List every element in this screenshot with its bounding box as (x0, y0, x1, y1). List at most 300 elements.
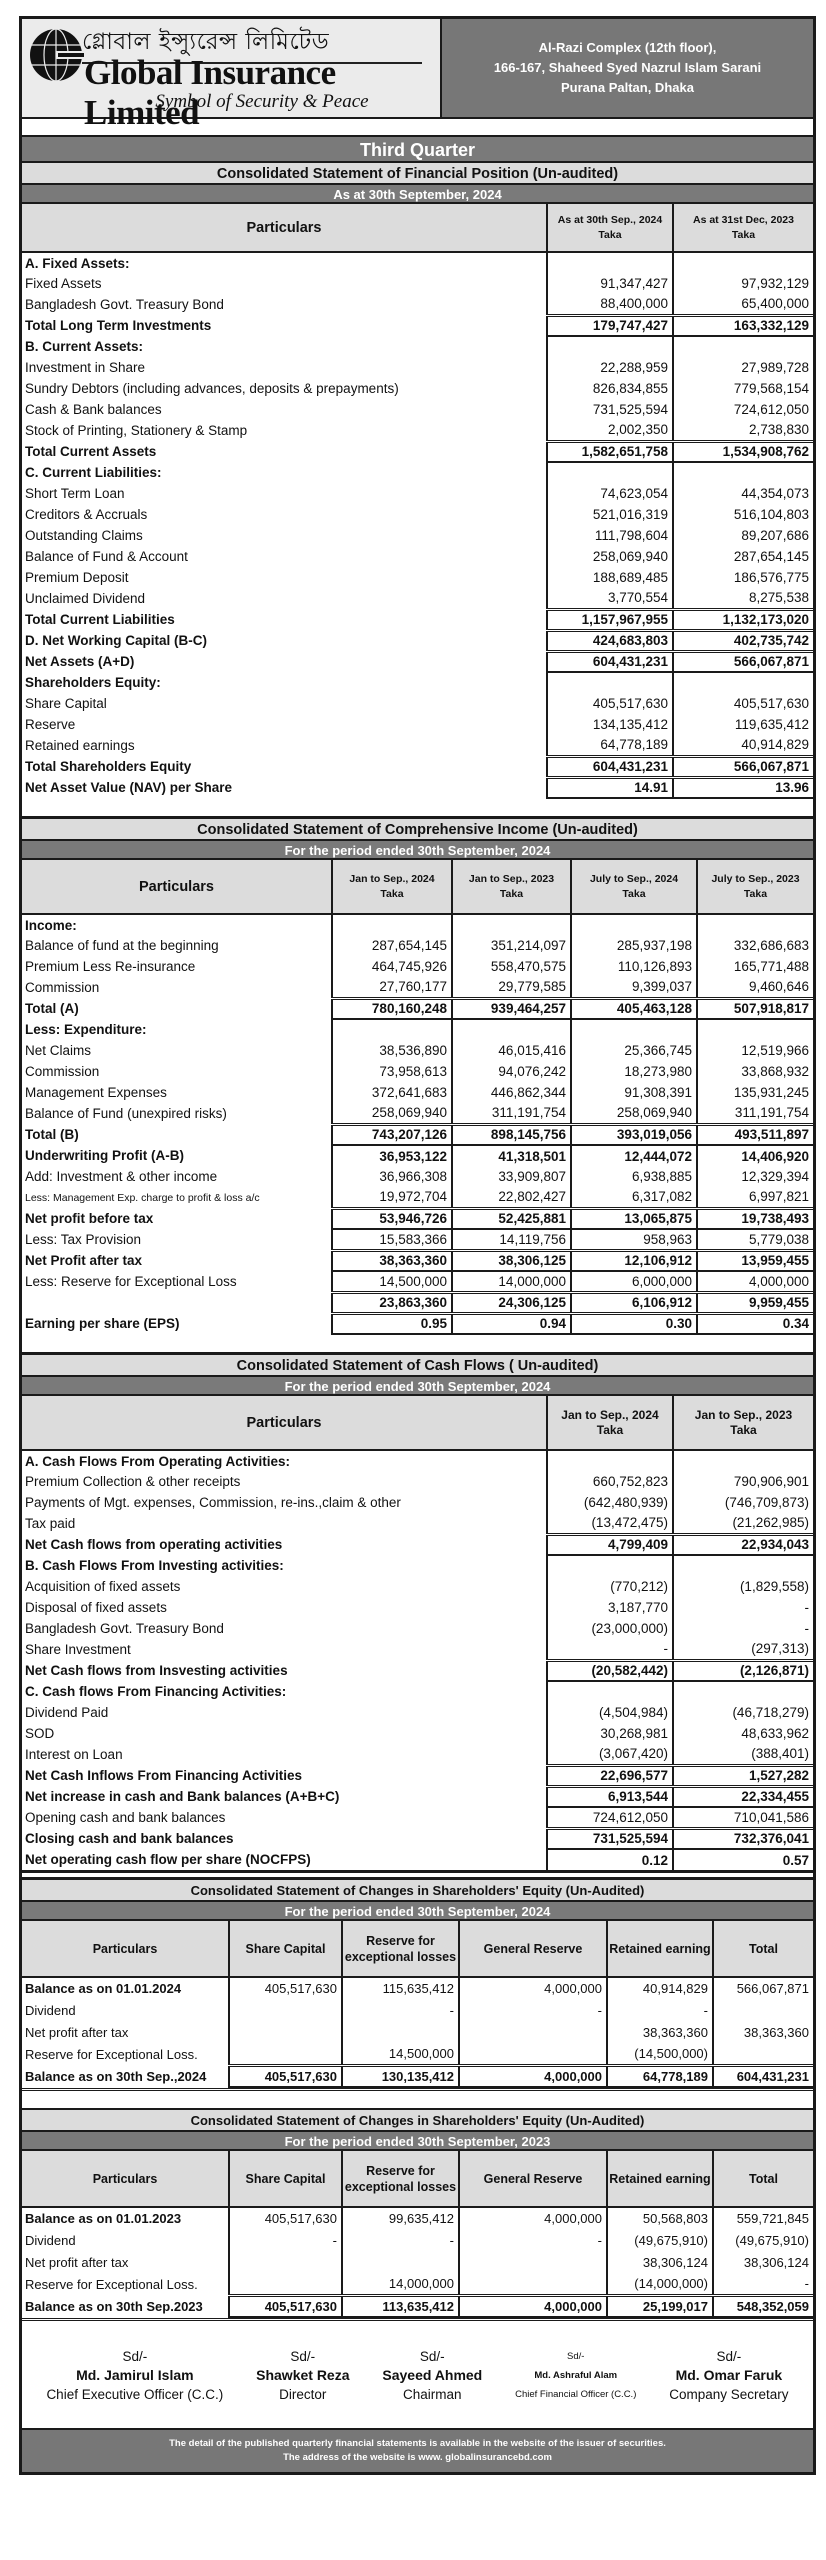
row-value: 724,612,050 (673, 399, 813, 420)
row-value: 4,000,000 (459, 2295, 607, 2317)
row-value (697, 1019, 813, 1040)
table-row (22, 1555, 813, 1576)
row-value: (770,212) (547, 1576, 673, 1597)
income-statement-title: Consolidated Statement of Comprehensive Income (Un-audited) (22, 819, 813, 841)
table-row (22, 1639, 813, 1660)
row-label: Net Claims (25, 1043, 92, 1058)
signatory-sd: Sd/- (290, 2349, 316, 2364)
row-value: 3,770,554 (547, 588, 673, 609)
table-row (22, 1828, 813, 1849)
row-label: Balance as on 30th Sep.,2024 (25, 2068, 207, 2084)
row-label: Dividend (25, 2232, 76, 2248)
row-value (459, 2273, 607, 2295)
row-value: 23,863,360 (332, 1292, 452, 1313)
spacer (22, 2088, 813, 2110)
table-row (22, 935, 813, 956)
financial-position-table (22, 204, 813, 799)
row-value: 521,016,319 (547, 504, 673, 525)
row-value: 4,799,409 (547, 1534, 673, 1555)
row-value: 188,689,485 (547, 567, 673, 588)
row-value: 9,460,646 (697, 977, 813, 998)
column-header: July to Sep., 2024 Taka (571, 860, 697, 914)
row-value: 958,963 (571, 1229, 697, 1250)
row-label: Net profit after tax (25, 2254, 129, 2270)
row-value (547, 1450, 673, 1471)
row-value: 36,966,308 (332, 1166, 452, 1187)
row-value: 732,376,041 (673, 1828, 813, 1849)
row-label: Premium Collection & other receipts (25, 1474, 241, 1489)
table-row (22, 1082, 813, 1103)
row-value: 52,425,881 (452, 1208, 571, 1229)
row-value: 24,306,125 (452, 1292, 571, 1313)
row-value: 12,519,966 (697, 1040, 813, 1061)
signatory-name: Md. Ashraful Alam (534, 2370, 618, 2381)
table-row (22, 273, 813, 294)
row-value: 25,199,017 (607, 2295, 713, 2317)
row-value: 94,076,242 (452, 1061, 571, 1082)
row-value (459, 2043, 607, 2065)
row-value: (4,504,984) (547, 1702, 673, 1723)
row-value: 18,273,980 (571, 1061, 697, 1082)
row-value (452, 1019, 571, 1040)
signatory-name: Sayeed Ahmed (382, 2367, 483, 2383)
column-header: July to Sep., 2023 Taka (697, 860, 813, 914)
table-row (22, 462, 813, 483)
row-label: Creditors & Accruals (25, 507, 148, 522)
row-value: (49,675,910) (713, 2229, 813, 2251)
row-value: 743,207,126 (332, 1124, 452, 1145)
table-row (22, 483, 813, 504)
row-value: 0.34 (697, 1313, 813, 1334)
row-value: (746,709,873) (673, 1492, 813, 1513)
table-row (22, 1313, 813, 1334)
row-value (547, 462, 673, 483)
row-label: Retained earnings (25, 738, 135, 753)
row-value: 2,738,830 (673, 420, 813, 441)
row-label: Tax paid (25, 1516, 76, 1531)
table-row (22, 1061, 813, 1082)
company-header (22, 19, 813, 132)
row-label (22, 1292, 332, 1313)
row-label: Net increase in cash and Bank balances (A+B+C) (25, 1789, 340, 1804)
row-value: 91,308,391 (571, 1082, 697, 1103)
column-header: Total (713, 1921, 813, 1977)
row-value: 46,015,416 (452, 1040, 571, 1061)
row-value: 258,069,940 (571, 1103, 697, 1124)
equity-2024-title: Consolidated Statement of Changes in Shareholders' Equity (Un-Audited) (22, 1880, 813, 1902)
row-value: 14,000,000 (342, 2273, 459, 2295)
signatory (46, 2347, 223, 2404)
row-label: Dividend (25, 2002, 76, 2018)
table-row (22, 735, 813, 756)
table-row (22, 1187, 813, 1208)
row-value (459, 2021, 607, 2043)
row-value: 65,400,000 (673, 294, 813, 315)
row-label: Balance of fund at the beginning (25, 938, 219, 953)
table-row (22, 504, 813, 525)
row-value: 285,937,198 (571, 935, 697, 956)
address-line: Purana Paltan, Dhaka (561, 80, 694, 95)
income-statement-table (22, 860, 813, 1335)
row-value: 6,997,821 (697, 1187, 813, 1208)
table-row (22, 777, 813, 798)
row-value: 165,771,488 (697, 956, 813, 977)
equity-2023-title: Consolidated Statement of Changes in Shareholders' Equity (Un-Audited) (22, 2110, 813, 2132)
row-value: 113,635,412 (342, 2295, 459, 2317)
row-value: (21,262,985) (673, 1513, 813, 1534)
row-value: 402,735,742 (673, 630, 813, 651)
table-row (22, 588, 813, 609)
row-label: Fixed Assets (25, 276, 102, 291)
table-row (22, 2273, 813, 2295)
row-value: 74,623,054 (547, 483, 673, 504)
row-label: Commission (25, 980, 100, 995)
table-row (22, 1999, 813, 2021)
footer-line: The detail of the published quarterly financial statements is available in the website of the issuer of securities. (169, 2438, 666, 2449)
table-row (22, 651, 813, 672)
row-value: - (673, 1597, 813, 1618)
row-value: 6,938,885 (571, 1166, 697, 1187)
row-value: 38,536,890 (332, 1040, 452, 1061)
table-row (22, 1786, 813, 1807)
row-value: 6,000,000 (571, 1271, 697, 1292)
row-value: 14,119,756 (452, 1229, 571, 1250)
row-value: 134,135,412 (547, 714, 673, 735)
row-value: 4,000,000 (459, 2065, 607, 2087)
report-title: Third Quarter (22, 137, 813, 163)
row-value: 780,160,248 (332, 998, 452, 1019)
table-row (22, 714, 813, 735)
row-value: 9,399,037 (571, 977, 697, 998)
row-value: 493,511,897 (697, 1124, 813, 1145)
row-label: Management Expenses (25, 1085, 167, 1100)
row-value (673, 672, 813, 693)
row-label: Dividend Paid (25, 1705, 109, 1720)
table-row (22, 1292, 813, 1313)
row-value: 14,500,000 (332, 1271, 452, 1292)
company-slogan: Symbol of Security & Peace (155, 91, 369, 112)
row-label: Add: Investment & other income (25, 1169, 218, 1184)
row-value: 64,778,189 (607, 2065, 713, 2087)
column-header: Retained earning (607, 2151, 713, 2207)
row-value: 372,641,683 (332, 1082, 452, 1103)
row-value: - (342, 2229, 459, 2251)
table-row (22, 567, 813, 588)
table-row (22, 315, 813, 336)
row-value: - (459, 1999, 607, 2021)
row-value: 22,696,577 (547, 1765, 673, 1786)
column-header: General Reserve (459, 1921, 607, 1977)
row-value (673, 462, 813, 483)
row-value: 119,635,412 (673, 714, 813, 735)
row-value: 287,654,145 (332, 935, 452, 956)
row-value (459, 2251, 607, 2273)
row-value: 405,517,630 (229, 1977, 342, 1999)
row-label: Total (B) (25, 1127, 79, 1142)
row-value: 548,352,059 (713, 2295, 813, 2317)
row-value: 3,187,770 (547, 1597, 673, 1618)
row-label: Bangladesh Govt. Treasury Bond (25, 1621, 224, 1636)
row-value: - (547, 1639, 673, 1660)
row-value (229, 2273, 342, 2295)
signatory-sd: Sd/- (122, 2349, 148, 2364)
table-row (22, 609, 813, 630)
row-value (332, 1019, 452, 1040)
table-row (22, 1618, 813, 1639)
globe-g-logo-icon (28, 27, 84, 83)
row-value: 405,517,630 (229, 2207, 342, 2229)
table-row (22, 1492, 813, 1513)
table-row (22, 399, 813, 420)
signatory-name: Md. Jamirul Islam (76, 2367, 194, 2383)
row-value: 38,363,360 (607, 2021, 713, 2043)
row-value: 566,067,871 (713, 1977, 813, 1999)
row-label: Income: (25, 917, 77, 933)
row-value: 13.96 (673, 777, 813, 798)
row-label: Payments of Mgt. expenses, Commission, re-ins.,claim & other (25, 1495, 401, 1510)
table-row (22, 2207, 813, 2229)
column-header-particulars: Particulars (22, 860, 332, 914)
row-value: 258,069,940 (332, 1103, 452, 1124)
row-value: - (607, 1999, 713, 2021)
table-row (22, 420, 813, 441)
row-value: 351,214,097 (452, 935, 571, 956)
row-value: 790,906,901 (673, 1471, 813, 1492)
row-value (673, 1450, 813, 1471)
table-row (22, 977, 813, 998)
row-value: 660,752,823 (547, 1471, 673, 1492)
row-value: 724,612,050 (547, 1807, 673, 1828)
table-row (22, 336, 813, 357)
column-header: General Reserve (459, 2151, 607, 2207)
row-value: (20,582,442) (547, 1660, 673, 1681)
table-row (22, 546, 813, 567)
row-label: Net Cash Inflows From Financing Activities (25, 1768, 303, 1783)
row-label: Net operating cash flow per share (NOCFPS) (25, 1852, 311, 1867)
row-value: 6,106,912 (571, 1292, 697, 1313)
table-row (22, 1723, 813, 1744)
row-label: Bangladesh Govt. Treasury Bond (25, 297, 224, 312)
row-value: (14,000,000) (607, 2273, 713, 2295)
table-row (22, 1681, 813, 1702)
row-value (547, 1681, 673, 1702)
row-label: C. Current Liabilities: (25, 465, 162, 480)
table-row (22, 1250, 813, 1271)
row-label: A. Fixed Assets: (25, 255, 130, 271)
row-label: Balance of Fund (unexpired risks) (25, 1106, 227, 1121)
row-value: 464,745,926 (332, 956, 452, 977)
row-label: D. Net Working Capital (B-C) (25, 633, 207, 648)
row-value: 36,953,122 (332, 1145, 452, 1166)
row-value: 1,534,908,762 (673, 441, 813, 462)
company-name: Global Insurance Limited (84, 53, 336, 132)
column-header-particulars: Particulars (22, 1921, 229, 1977)
footer-note (22, 2428, 813, 2472)
address-line: 166-167, Shaheed Syed Nazrul Islam Sarani (493, 60, 762, 75)
row-value: - (459, 2229, 607, 2251)
row-value: 12,329,394 (697, 1166, 813, 1187)
row-value: 12,444,072 (571, 1145, 697, 1166)
row-value: - (342, 1999, 459, 2021)
row-label: Net Cash flows from Insvesting activities (25, 1663, 288, 1678)
row-value: 559,721,845 (713, 2207, 813, 2229)
row-label: Total Current Assets (25, 444, 157, 459)
table-row (22, 1576, 813, 1597)
row-value: 14,500,000 (342, 2043, 459, 2065)
row-value: 8,275,538 (673, 588, 813, 609)
signatories (22, 2318, 813, 2428)
row-value: 22,334,455 (673, 1786, 813, 1807)
signatory-sd: Sd/- (567, 2351, 585, 2362)
row-value: 393,019,056 (571, 1124, 697, 1145)
row-value: 38,306,124 (713, 2251, 813, 2273)
row-label: C. Cash flows From Financing Activities: (25, 1684, 287, 1699)
row-value: 38,363,360 (713, 2021, 813, 2043)
table-row (22, 2295, 813, 2317)
signatory (669, 2347, 788, 2404)
spacer (22, 799, 813, 819)
table-row (22, 1849, 813, 1870)
row-value: 186,576,775 (673, 567, 813, 588)
row-value: 38,306,124 (607, 2251, 713, 2273)
equity-2024-subtitle: For the period ended 30th September, 2024 (22, 1902, 813, 1921)
row-label: Share Capital (25, 696, 107, 711)
cash-flow-title: Consolidated Statement of Cash Flows ( Un-audited) (22, 1355, 813, 1377)
row-value (673, 1681, 813, 1702)
table-row (22, 1660, 813, 1681)
row-value: 22,934,043 (673, 1534, 813, 1555)
signatory (382, 2347, 482, 2404)
row-value (547, 336, 673, 357)
row-value (673, 252, 813, 273)
row-value: 44,354,073 (673, 483, 813, 504)
row-value: 4,000,000 (459, 2207, 607, 2229)
row-value: 91,347,427 (547, 273, 673, 294)
row-value: (49,675,910) (607, 2229, 713, 2251)
table-row (22, 693, 813, 714)
table-row (22, 1534, 813, 1555)
column-header: Reserve for exceptional losses (342, 1921, 459, 1977)
table-row (22, 441, 813, 462)
row-value: 9,959,455 (697, 1292, 813, 1313)
table-row (22, 672, 813, 693)
row-label: Shareholders Equity: (25, 675, 161, 690)
row-label: Reserve for Exceptional Loss. (25, 2276, 198, 2292)
row-value: 0.94 (452, 1313, 571, 1334)
table-row (22, 1765, 813, 1786)
column-header: Share Capital (229, 1921, 342, 1977)
row-value: 19,738,493 (697, 1208, 813, 1229)
row-value: 446,862,344 (452, 1082, 571, 1103)
table-row (22, 1208, 813, 1229)
address-line: Al-Razi Complex (12th floor), (538, 40, 717, 55)
column-header: Jan to Sep., 2024 Taka (332, 860, 452, 914)
row-label: Share Investment (25, 1642, 131, 1657)
row-label: Balance as on 30th Sep.2023 (25, 2298, 203, 2314)
row-value: 22,802,427 (452, 1187, 571, 1208)
table-row (22, 1271, 813, 1292)
table-row (22, 1744, 813, 1765)
spacer (22, 1870, 813, 1880)
row-value: 14.91 (547, 777, 673, 798)
row-value: 1,582,651,758 (547, 441, 673, 462)
row-value: 73,958,613 (332, 1061, 452, 1082)
company-name-bengali: গ্লোবাল ইন্স্যুরেন্স লিমিটেড (82, 23, 422, 64)
row-label: Less: Management Exp. charge to profit & loss a/c (25, 1191, 260, 1204)
table-row (22, 1040, 813, 1061)
table-row (22, 956, 813, 977)
row-value: 115,635,412 (342, 1977, 459, 1999)
row-value (342, 2251, 459, 2273)
row-value: 0.57 (673, 1849, 813, 1870)
cash-flow-table (22, 1396, 813, 1870)
row-value (229, 2043, 342, 2065)
footer-line: The address of the website is www. globalinsurancebd.com (283, 2452, 552, 2463)
table-row (22, 357, 813, 378)
row-value: 2,002,350 (547, 420, 673, 441)
row-value: 111,798,604 (547, 525, 673, 546)
row-value: 135,931,245 (697, 1082, 813, 1103)
row-value: 15,583,366 (332, 1229, 452, 1250)
row-label: Sundry Debtors (including advances, deposits & prepayments) (25, 381, 399, 396)
row-value: 27,989,728 (673, 357, 813, 378)
table-row (22, 756, 813, 777)
row-value: 4,000,000 (697, 1271, 813, 1292)
row-value: 405,463,128 (571, 998, 697, 1019)
row-value (571, 1019, 697, 1040)
row-value: - (229, 2229, 342, 2251)
row-value: (2,126,871) (673, 1660, 813, 1681)
row-value: 405,517,630 (673, 693, 813, 714)
table-row (22, 2021, 813, 2043)
cash-flow-subtitle: For the period ended 30th September, 2024 (22, 1377, 813, 1396)
column-header-particulars: Particulars (22, 2151, 229, 2207)
row-label: Acquisition of fixed assets (25, 1579, 181, 1594)
row-value: (14,500,000) (607, 2043, 713, 2065)
table-row (22, 1124, 813, 1145)
row-value: 0.12 (547, 1849, 673, 1870)
row-value: 332,686,683 (697, 935, 813, 956)
row-value: (13,472,475) (547, 1513, 673, 1534)
row-value: 1,157,967,955 (547, 609, 673, 630)
row-value (332, 914, 452, 935)
row-value: 424,683,803 (547, 630, 673, 651)
row-label: Commission (25, 1064, 100, 1079)
table-row (22, 2229, 813, 2251)
row-label: B. Cash Flows From Investing activities: (25, 1558, 284, 1573)
table-row (22, 1450, 813, 1471)
row-value (571, 914, 697, 935)
row-value: 558,470,575 (452, 956, 571, 977)
row-value (713, 1999, 813, 2021)
table-row (22, 1229, 813, 1250)
row-value: 38,363,360 (332, 1250, 452, 1271)
row-value (452, 914, 571, 935)
row-value: 27,760,177 (332, 977, 452, 998)
row-value: 0.95 (332, 1313, 452, 1334)
financial-statement-page (19, 16, 816, 2475)
spacer (22, 1335, 813, 1355)
column-header: Retained earning (607, 1921, 713, 1977)
row-value: 311,191,754 (697, 1103, 813, 1124)
table-row (22, 998, 813, 1019)
signatory-role: Chief Executive Officer (C.C.) (46, 2387, 224, 2402)
row-value: 405,517,630 (229, 2065, 342, 2087)
row-label: Balance as on 01.01.2024 (25, 1981, 182, 1996)
table-row (22, 630, 813, 651)
table-row (22, 2065, 813, 2087)
row-value: 53,946,726 (332, 1208, 452, 1229)
